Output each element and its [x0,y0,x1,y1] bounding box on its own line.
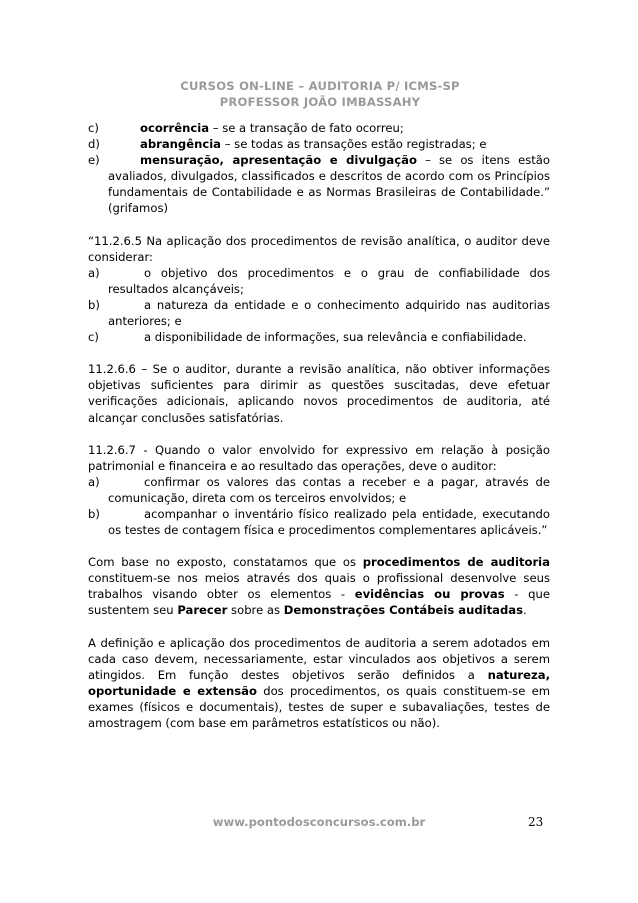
list-item [88,297,550,329]
text-run: Com base no exposto, constatamos que os [88,555,363,570]
list-item-text: confirmar os valores das contas a receber e a pagar, através de comunicação, direta com os terceiros envolvidos; e [108,474,550,505]
footer-website: www.pontodosconcursos.com.br [212,815,426,829]
paragraph: “11.2.6.5 Na aplicação dos procedimentos de revisão analítica, o auditor deve considerar: [88,233,550,264]
list-item-label: c) [88,330,99,345]
text-run: dos procedimentos, os quais constituem-se em exames (físicos e documentais), testes de super e subavaliações, testes de amostragem (com base em parâmetros estatísticos ou não). [88,683,550,730]
text-run: A definição e aplicação dos procedimentos de auditoria a serem adotados em cada caso devem, necessariamente, estar vinculados aos objetivos a serem atingidos. Em função destes objetivos serão definidos a [88,635,550,682]
list-item-label: b) [88,297,100,312]
list-item-label: b) [88,506,100,521]
text-run: constituem-se nos meios através dos quais o profissional desenvolve seus trabalhos visando obter os elementos - [88,571,550,602]
bold-term: Parecer [177,603,228,618]
list-item [88,265,550,297]
list-item-text: – se todas as transações estão registradas; e [221,137,487,152]
text-run: - que sustentem seu [88,587,550,618]
list-item [88,152,550,216]
list-item-label: e) [88,153,100,168]
list-item-label: a) [88,265,100,280]
conclusion-paragraph [88,554,550,618]
list-item-term: ocorrência [140,121,210,135]
page-footer [0,814,638,834]
list-item-text: a natureza da entidade e o conhecimento adquirido nas auditorias anteriores; e [108,297,550,329]
list-item-text: – se a transação de fato ocorreu; [209,121,404,135]
list-item [88,136,550,152]
section-11-2-6-5 [88,233,550,346]
list-item-term: abrangência [140,137,222,152]
list-item [88,329,550,345]
list-item-text: o objetivo dos procedimentos e o grau de confiabilidade dos resultados alcançáveis; [108,265,550,296]
section-11-2-6-7 [88,442,550,539]
list-item-term: mensuração, apresentação e divulgação [140,153,417,168]
page-header [60,78,580,110]
list-item [88,506,550,538]
section-11-2-6-6: 11.2.6.6 – Se o auditor, durante a revisão analítica, não obtiver informações objetivas suficientes para dirimir as questões suscitadas, deve efetuar verificações adicionais, aplicando novos procedimentos de auditoria, até alcançar conclusões satisfatórias. [88,362,550,425]
text-run: . [523,603,527,618]
list-item-text: acompanhar o inventário físico realizado pela entidade, executando os testes de contagem física e procedimentos complementares aplicáveis.” [108,506,550,538]
bold-term: Demonstrações Contábeis auditadas [283,603,524,618]
page-number: 23 [528,815,544,829]
paragraph: 11.2.6.7 - Quando o valor envolvido for expressivo em relação à posição patrimonial e financeira e ao resultado das operações, deve o auditor: [88,442,550,473]
definition-paragraph [88,635,550,732]
bold-term: natureza, oportunidade e extensão [88,667,550,698]
list-item [88,120,550,136]
document-body [88,120,550,731]
bold-term: procedimentos de auditoria [362,555,550,570]
criteria-list [88,120,550,217]
text-run: sobre as [227,603,284,618]
list-item-label: d) [88,137,100,152]
list-item [88,474,550,506]
list-item-text: a disponibilidade de informações, sua relevância e confiabilidade. [144,330,527,345]
header-course-title: CURSOS ON-LINE – AUDITORIA P/ ICMS-SP [180,79,460,93]
list-item-label: c) [88,121,99,135]
bold-term: evidências ou provas [354,587,505,602]
list-item-label: a) [88,474,100,489]
header-professor: PROFESSOR JOÃO IMBASSAHY [219,95,421,109]
list-item-text: – se os itens estão avaliados, divulgados, classificados e descritos de acordo com os Princípios fundamentais de Contabilidade e as Normas Brasileiras de Contabilidade.” (grifamos) [108,153,550,216]
